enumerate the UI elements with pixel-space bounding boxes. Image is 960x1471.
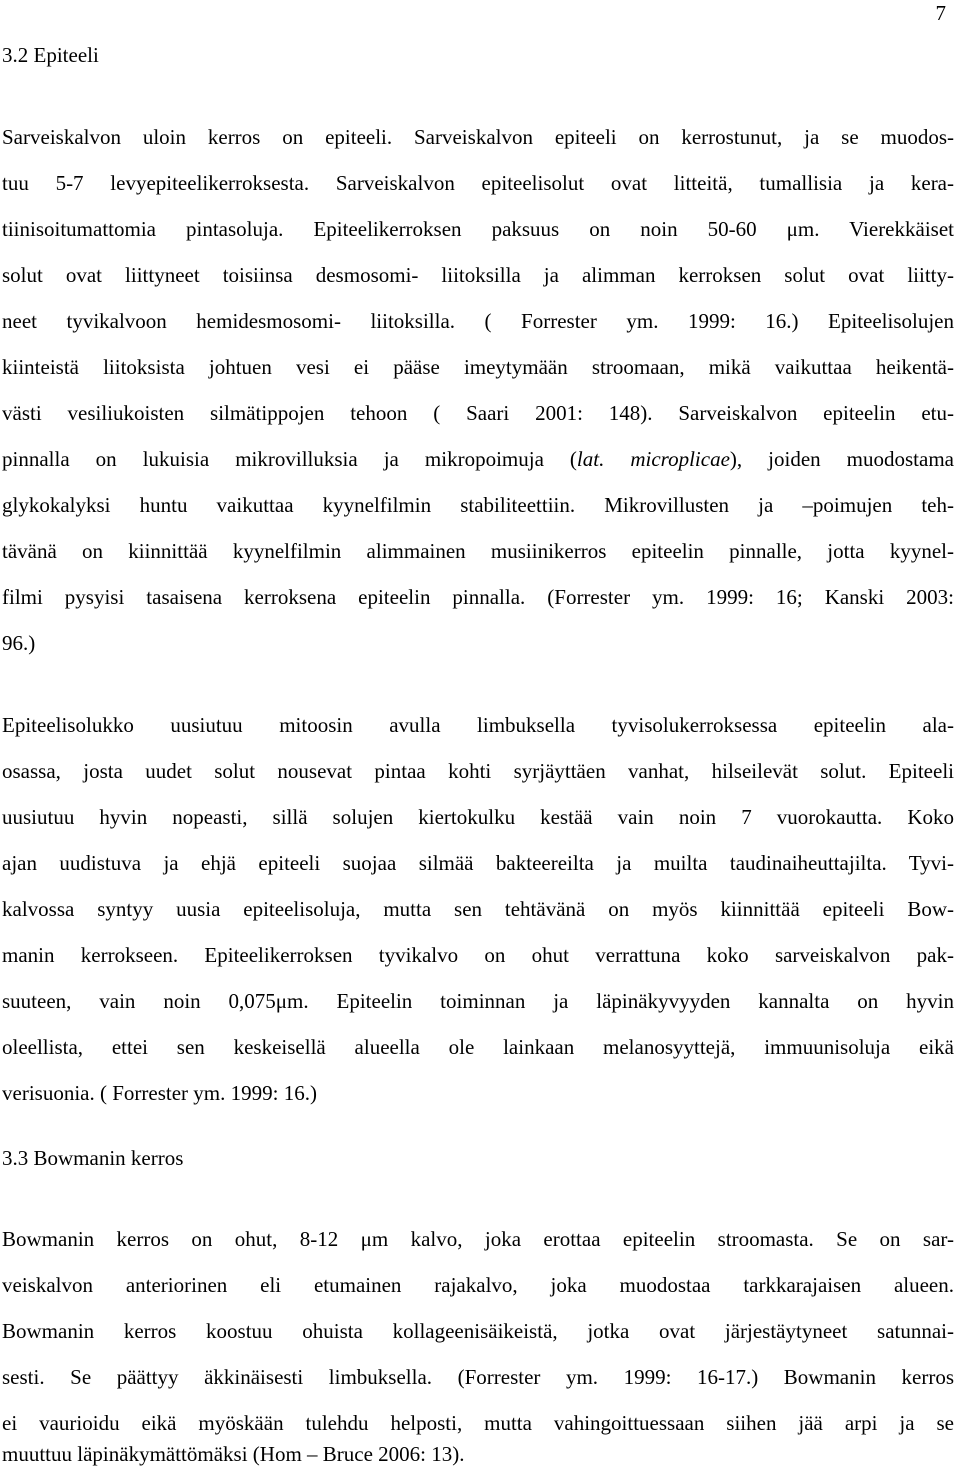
text-segment: pinnalla on lukuisia mikrovilluksia ja mikropoimuja ( [2, 447, 577, 471]
text-line: manin kerrokseen. Epiteelikerroksen tyvikalvo on ohut verrattuna koko sarveiskalvon pak- [2, 943, 954, 967]
text-line: sesti. Se päättyy äkkinäisesti limbuksella. (Forrester ym. 1999: 16-17.) Bowmanin kerros [2, 1365, 954, 1389]
text-line [2, 446, 954, 472]
text-line: Epiteelisolukko uusiutuu mitoosin avulla limbuksella tyvisolukerroksessa epiteelin ala- [2, 713, 954, 737]
text-line: uusiutuu hyvin nopeasti, sillä solujen kiertokulku kestää vain noin 7 vuorokautta. Koko [2, 805, 954, 829]
text-line: Bowmanin kerros koostuu ohuista kollageenisäikeistä, jotka ovat järjestäytyneet satunnai- [2, 1319, 954, 1343]
text-line: Sarveiskalvon uloin kerros on epiteeli. Sarveiskalvon epiteeli on kerrostunut, ja se muodos- [2, 125, 954, 149]
text-segment [604, 447, 630, 471]
text-line: suuteen, vain noin 0,075μm. Epiteelin toiminnan ja läpinäkyvyyden kannalta on hyvin [2, 989, 954, 1013]
text-line: tiinisoitumattomia pintasoluja. Epiteelikerroksen paksuus on noin 50-60 μm. Vierekkäiset [2, 217, 954, 241]
text-line: osassa, josta uudet solut nousevat pintaa kohti syrjäyttäen vanhat, hilseilevät solut. Epiteeli [2, 759, 954, 783]
text-line: solut ovat liittyneet toisiinsa desmosomi- liitoksilla ja alimman kerroksen solut ovat liitty- [2, 263, 954, 287]
section-heading-bowman: 3.3 Bowmanin kerros [2, 1146, 184, 1170]
text-line: tuu 5-7 levyepiteelikerroksesta. Sarveiskalvon epiteelisolut ovat litteitä, tumallisia ja kera- [2, 171, 954, 195]
text-line: västi vesiliukoisten silmätippojen tehoon ( Saari 2001: 148). Sarveiskalvon epiteelin etu- [2, 401, 954, 425]
text-line: 96.) [2, 631, 36, 655]
text-line: verisuonia. ( Forrester ym. 1999: 16.) [2, 1081, 317, 1105]
text-line: ajan uudistuva ja ehjä epiteeli suojaa silmää bakteereilta ja muilta taudinaiheuttajilta. Tyvi- [2, 851, 954, 875]
page-number: 7 [935, 1, 946, 25]
text-line: ei vaurioidu eikä myöskään tulehdu helposti, mutta vahingoittuessaan siihen jää arpi ja se [2, 1411, 954, 1435]
text-line: tävänä on kiinnittää kyynelfilmin alimmainen musiinikerros epiteelin pinnalle, jotta kyynel- [2, 539, 954, 563]
text-line: kalvossa syntyy uusia epiteelisoluja, mutta sen tehtävänä on myös kiinnittää epiteeli Bow- [2, 897, 954, 921]
text-line: kiinteistä liitoksista johtuen vesi ei pääse imeytymään stroomaan, mikä vaikuttaa heikentä- [2, 355, 954, 379]
text-segment: ), joiden muodostama [729, 447, 954, 471]
text-line: veiskalvon anteriorinen eli etumainen rajakalvo, joka muodostaa tarkkarajaisen alueen. [2, 1273, 954, 1297]
text-line: neet tyvikalvoon hemidesmosomi- liitoksilla. ( Forrester ym. 1999: 16.) Epiteelisolujen [2, 309, 954, 333]
latin-abbreviation: lat. [576, 447, 605, 471]
text-line: oleellista, ettei sen keskeisellä alueella ole lainkaan melanosyyttejä, immuunisoluja eikä [2, 1035, 954, 1059]
text-line: filmi pysyisi tasaisena kerroksena epiteelin pinnalla. (Forrester ym. 1999: 16; Kanski 2003: [2, 585, 954, 609]
text-line: glykokalyksi huntu vaikuttaa kyynelfilmin stabiliteettiin. Mikrovillusten ja –poimujen teh- [2, 493, 954, 517]
text-line: Bowmanin kerros on ohut, 8-12 μm kalvo, joka erottaa epiteelin stroomasta. Se on sar- [2, 1227, 954, 1251]
section-heading-epiteeli: 3.2 Epiteeli [2, 43, 99, 67]
latin-term: microplicae [630, 447, 730, 471]
text-line: muuttuu läpinäkymättömäksi (Hom – Bruce 2006: 13). [2, 1442, 465, 1466]
